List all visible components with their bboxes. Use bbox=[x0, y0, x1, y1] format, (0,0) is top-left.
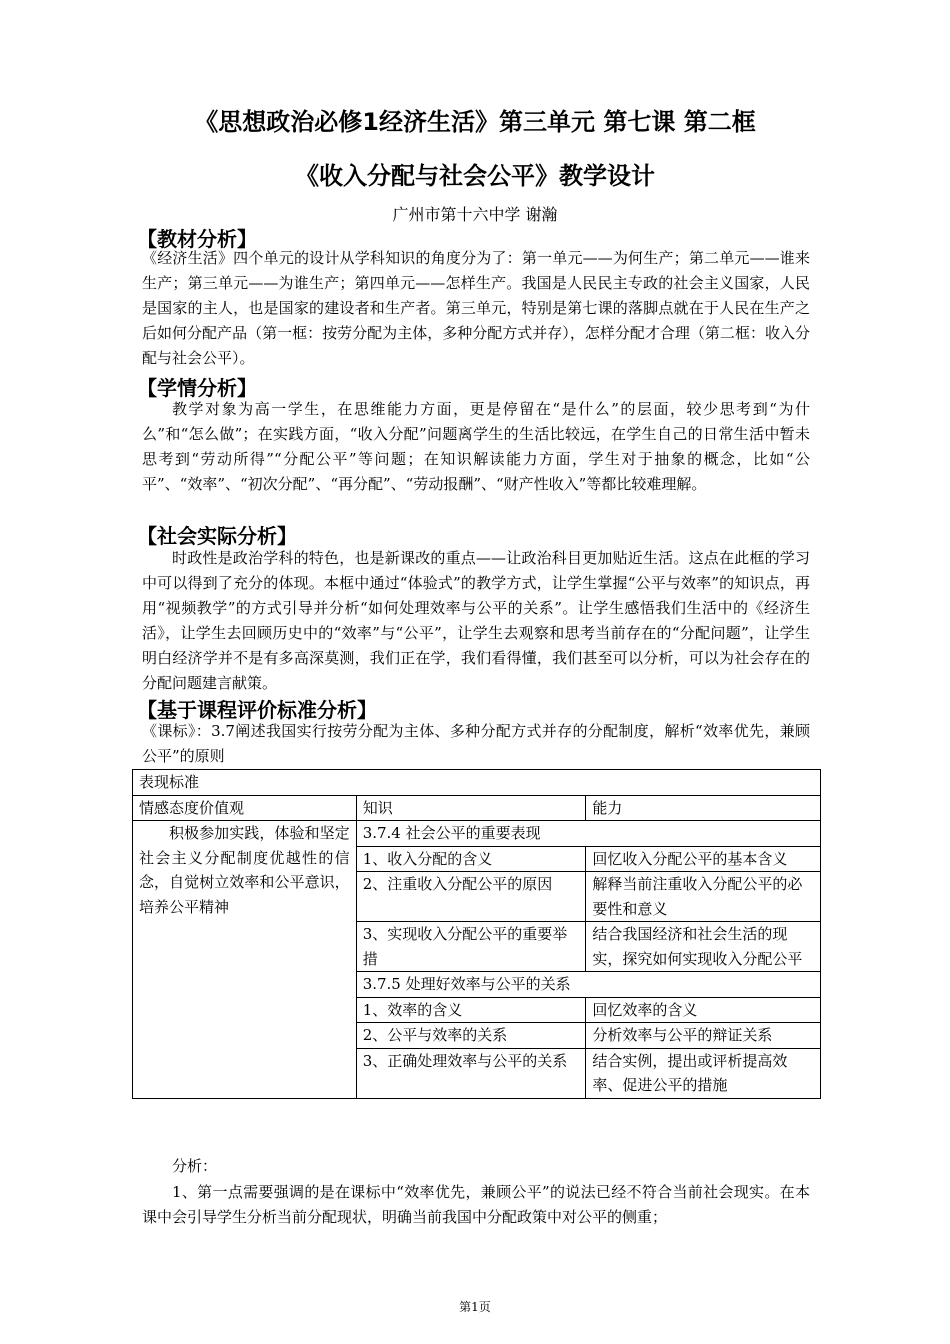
paragraph-textbook-analysis: 《经济生活》四个单元的设计从学科知识的角度分为了：第一单元——为何生产；第二单元——谁来生产；第三单元——为谁生产；第四单元——怎样生产。我国是人民民主专政的社会主义国家，人民是国家的主人，也是国家的建设者和生产者。第三单元，特别是第七课的落脚点就在于人民在生产之后如何分配产品（第一框：按劳分配为主体，多种分配方式并存），怎样分配才合理（第二框：收入分配与社会公平）。 bbox=[142, 249, 810, 367]
knowledge-cell: 3、正确处理效率与公平的关系 bbox=[356, 1048, 586, 1098]
table-header-cell: 表现标准 bbox=[133, 770, 821, 796]
heading-student-analysis: 【学情分析】 bbox=[137, 376, 257, 400]
emotion-cell: 积极参加实践，体验和坚定社会主义分配制度优越性的信念，自觉树立效率和公平意识，培养公平精神 bbox=[133, 821, 357, 1099]
paragraph-standards: 《课标》：3.7阐述我国实行按劳分配为主体、多种分配方式并存的分配制度，解析“效率优先，兼顾公平”的原则 bbox=[142, 722, 810, 765]
analysis-point-1: 1、第一点需要强调的是在课标中“效率优先，兼顾公平”的说法已经不符合当前社会现实。在本课中会引导学生分析当前分配现状，明确当前我国中分配政策中对公平的侧重； bbox=[142, 1183, 810, 1226]
paragraph-society-analysis: 时政性是政治学科的特色，也是新课改的重点——让政治科目更加贴近生活。这点在此框的学习中可以得到了充分的体现。本框中通过“体验式”的教学方式，让学生掌握“公平与效率”的知识点，再用“视频教学”的方式引导并分析“如何处理效率与公平的关系”。让学生感悟我们生活中的《经济生活》，让学生去回顾历史中的“效率”与“公平”，让学生去观察和思考当前存在的“分配问题”，让学生明白经济学并不是有多高深莫测，我们正在学，我们看得懂，我们甚至可以分析，可以为社会存在的分配问题建言献策。 bbox=[142, 549, 810, 692]
knowledge-cell: 3、实现收入分配公平的重要举措 bbox=[356, 922, 586, 972]
author-line: 广州市第十六中学 谢瀚 bbox=[392, 205, 558, 224]
knowledge-cell: 2、注重收入分配公平的原因 bbox=[356, 872, 586, 922]
standards-table bbox=[132, 769, 821, 1099]
document-title-line2: 《收入分配与社会公平》教学设计 bbox=[295, 162, 655, 190]
column-header-knowledge: 知识 bbox=[356, 795, 586, 821]
heading-textbook-analysis: 【教材分析】 bbox=[137, 227, 257, 251]
column-header-emotion: 情感态度价值观 bbox=[133, 795, 357, 821]
ability-cell: 回忆效率的含义 bbox=[586, 997, 821, 1023]
document-title-line1: 《思想政治必修1经济生活》第三单元 第七课 第二框 bbox=[194, 108, 756, 136]
ability-cell: 分析效率与公平的辩证关系 bbox=[586, 1023, 821, 1049]
ability-cell: 回忆收入分配公平的基本含义 bbox=[586, 846, 821, 872]
page-footer: 第1页 bbox=[459, 1300, 491, 1314]
ability-cell: 结合我国经济和社会生活的现实，探究如何实现收入分配公平 bbox=[586, 922, 821, 972]
ability-cell: 解释当前注重收入分配公平的必要性和意义 bbox=[586, 872, 821, 922]
paragraph-student-analysis: 教学对象为高一学生，在思维能力方面，更是停留在“是什么”的层面，较少思考到“为什么”和“怎么做”；在实践方面，“收入分配”问题离学生的生活比较远，在学生自己的日常生活中暂未思考到“劳动所得”“分配公平”等问题；在知识解读能力方面，学生对于抽象的概念，比如“公平”、“效率”、“初次分配”、“再分配”、“劳动报酬”、“财产性收入”等都比较难理解。 bbox=[142, 400, 810, 493]
group-row-3-7-5: 3.7.5 处理好效率与公平的关系 bbox=[356, 972, 820, 998]
group-row-3-7-4: 3.7.4 社会公平的重要表现 bbox=[356, 821, 820, 847]
ability-cell: 结合实例，提出或评析提高效率、促进公平的措施 bbox=[586, 1048, 821, 1098]
column-header-ability: 能力 bbox=[586, 795, 821, 821]
knowledge-cell: 1、收入分配的含义 bbox=[356, 846, 586, 872]
knowledge-cell: 1、效率的含义 bbox=[356, 997, 586, 1023]
heading-standards-analysis: 【基于课程评价标准分析】 bbox=[137, 698, 377, 722]
analysis-label: 分析： bbox=[172, 1157, 218, 1175]
knowledge-cell: 2、公平与效率的关系 bbox=[356, 1023, 586, 1049]
heading-society-analysis: 【社会实际分析】 bbox=[137, 524, 297, 548]
